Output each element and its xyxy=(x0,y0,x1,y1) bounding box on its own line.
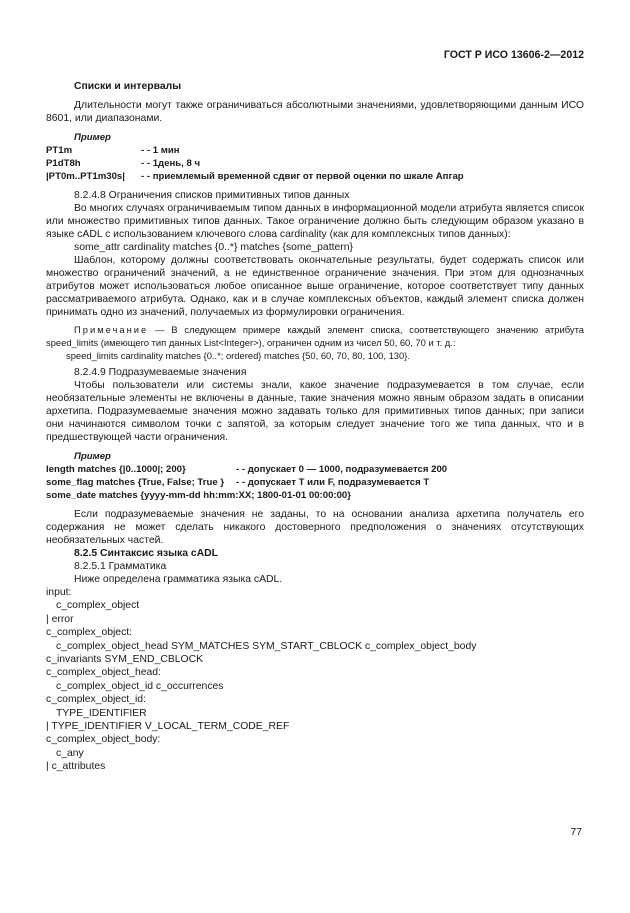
example-code: some_flag matches {True, False; True } xyxy=(46,477,225,488)
code-line-cardinality: some_attr cardinality matches {0..*} matches {some_pattern} xyxy=(74,242,353,253)
page-header-standard: ГОСТ Р ИСО 13606-2—2012 xyxy=(443,49,584,61)
example-row xyxy=(46,463,584,476)
example-row xyxy=(46,476,584,489)
example-desc: - - 1день, 8 ч xyxy=(141,158,201,169)
paragraph-8249-1: Чтобы пользователи или системы знали, какое значение подразумевается в том случае, если необязательные элементы не включены в данные, такие значения можно явным образом задать в описании архетипа. Подразумеваемые значения можно задавать только для примитивных типов данных; при записи они начинаются символом точки с запятой, за которым следует значение того же типа данных, что и в предшествующей части ограничения. xyxy=(46,380,584,443)
grammar-line: TYPE_IDENTIFIER xyxy=(56,707,147,719)
grammar-line: | c_attributes xyxy=(46,761,106,773)
grammar-line: c_complex_object_id c_occurrences xyxy=(56,680,224,692)
grammar-intro: Ниже определена грамматика языка cADL. xyxy=(74,574,283,585)
note-paragraph xyxy=(46,323,584,349)
grammar-line: c_complex_object xyxy=(56,600,140,612)
page-body xyxy=(46,80,584,774)
example-desc: - - приемлемый временной сдвиг от первой оценки по шкале Апгар xyxy=(141,171,464,182)
example-code: PT1m xyxy=(46,145,73,156)
paragraph-8248-2: Шаблон, которому должны соответствовать окончательные результаты, будет содержать список или множество ограничений значений, а не единственное ограничение значения. При этом для однозначных атрибутов может использоваться любое описанное выше ограничение, которое соответствует типу данных рассматриваемого атрибута. Однако, как и в случае комплексных объектов, каждый элемент списка должен принимать одно из значений, получаемых из формулировки ограничения. xyxy=(46,255,584,318)
example-label: Пример xyxy=(74,132,111,143)
section-title-8249: 8.2.4.9 Подразумеваемые значения xyxy=(74,367,247,378)
example-rows-2 xyxy=(46,463,584,502)
example-code: |PT0m..PT1m30s| xyxy=(46,171,125,182)
section-title-lists: Списки и интервалы xyxy=(74,81,182,92)
page-number: 77 xyxy=(570,827,582,838)
grammar-line: c_complex_object: xyxy=(46,627,133,639)
example-code: length matches {|0..1000|; 200} xyxy=(46,464,186,475)
grammar-line: c_complex_object_id: xyxy=(46,694,146,706)
grammar-line: c_invariants SYM_END_CBLOCK xyxy=(46,654,204,666)
example-desc: - - допускает 0 — 1000, подразумевается 200 xyxy=(236,464,448,475)
note-text: — В следующем примере каждый элемент списка, соответствующего значению атрибута speed_limits (имеющего тип данных List<Integer>), ограничен одним из чисел 50, 60, 70 и т. д.: xyxy=(46,324,584,348)
example-rows xyxy=(46,144,584,183)
grammar-line: | TYPE_IDENTIFIER V_LOCAL_TERM_CODE_REF xyxy=(46,721,290,733)
example-desc: - - 1 мин xyxy=(141,145,180,156)
example-desc: - - допускает T или F, подразумевается T xyxy=(236,477,430,488)
example-code: some_date matches {yyyy-mm-dd hh:mm:XX; 1800-01-01 00:00:00} xyxy=(46,490,351,501)
grammar-line: input: xyxy=(46,587,72,598)
subsection-title-8251: 8.2.5.1 Грамматика xyxy=(74,561,167,572)
paragraph-8248-1: Во многих случаях ограничиваемым типом данных в информационной модели атрибута является список или множество примитивных типов данных. Такое ограничение должно быть следующим образом указано в языке cADL с использованием ключевого слова cardinality (как для комплексных типов данных): xyxy=(46,203,584,240)
grammar-line: | error xyxy=(46,613,74,625)
section-title-825: 8.2.5 Синтаксис языка cADL xyxy=(74,548,219,559)
example-row xyxy=(46,144,584,157)
example-block-2 xyxy=(46,450,584,502)
grammar-line: c_complex_object_body: xyxy=(46,734,161,746)
grammar-line: c_complex_object_head: xyxy=(46,667,161,679)
note-label: Примечание xyxy=(74,324,149,335)
paragraph-8249-2: Если подразумеваемые значения не заданы, то на основании анализа архетипа получатель его содержания не может сделать никакого достоверного предположения о значениях отсутствующих необязательных частей. xyxy=(46,509,584,546)
example-row xyxy=(46,489,584,502)
grammar-line: c_any xyxy=(56,747,84,759)
paragraph-lists: Длительности могут также ограничиваться абсолютными значениями, удовлетворяющими данным ИСО 8601, или диапазонами. xyxy=(46,100,584,124)
example-code: P1dT8h xyxy=(46,158,81,169)
note-block xyxy=(46,323,584,362)
section-title-8248: 8.2.4.8 Ограничения списков примитивных типов данных xyxy=(74,190,350,201)
example-row xyxy=(46,157,584,170)
grammar-listing xyxy=(46,586,584,774)
note-code: speed_limits cardinality matches {0..*; ordered} matches {50, 60, 70, 80, 100, 130}. xyxy=(66,350,410,361)
example-label-2: Пример xyxy=(74,451,111,462)
grammar-line: c_complex_object_head SYM_MATCHES SYM_START_CBLOCK c_complex_object_body xyxy=(56,640,477,652)
example-block-1 xyxy=(46,131,584,183)
example-row xyxy=(46,170,584,183)
